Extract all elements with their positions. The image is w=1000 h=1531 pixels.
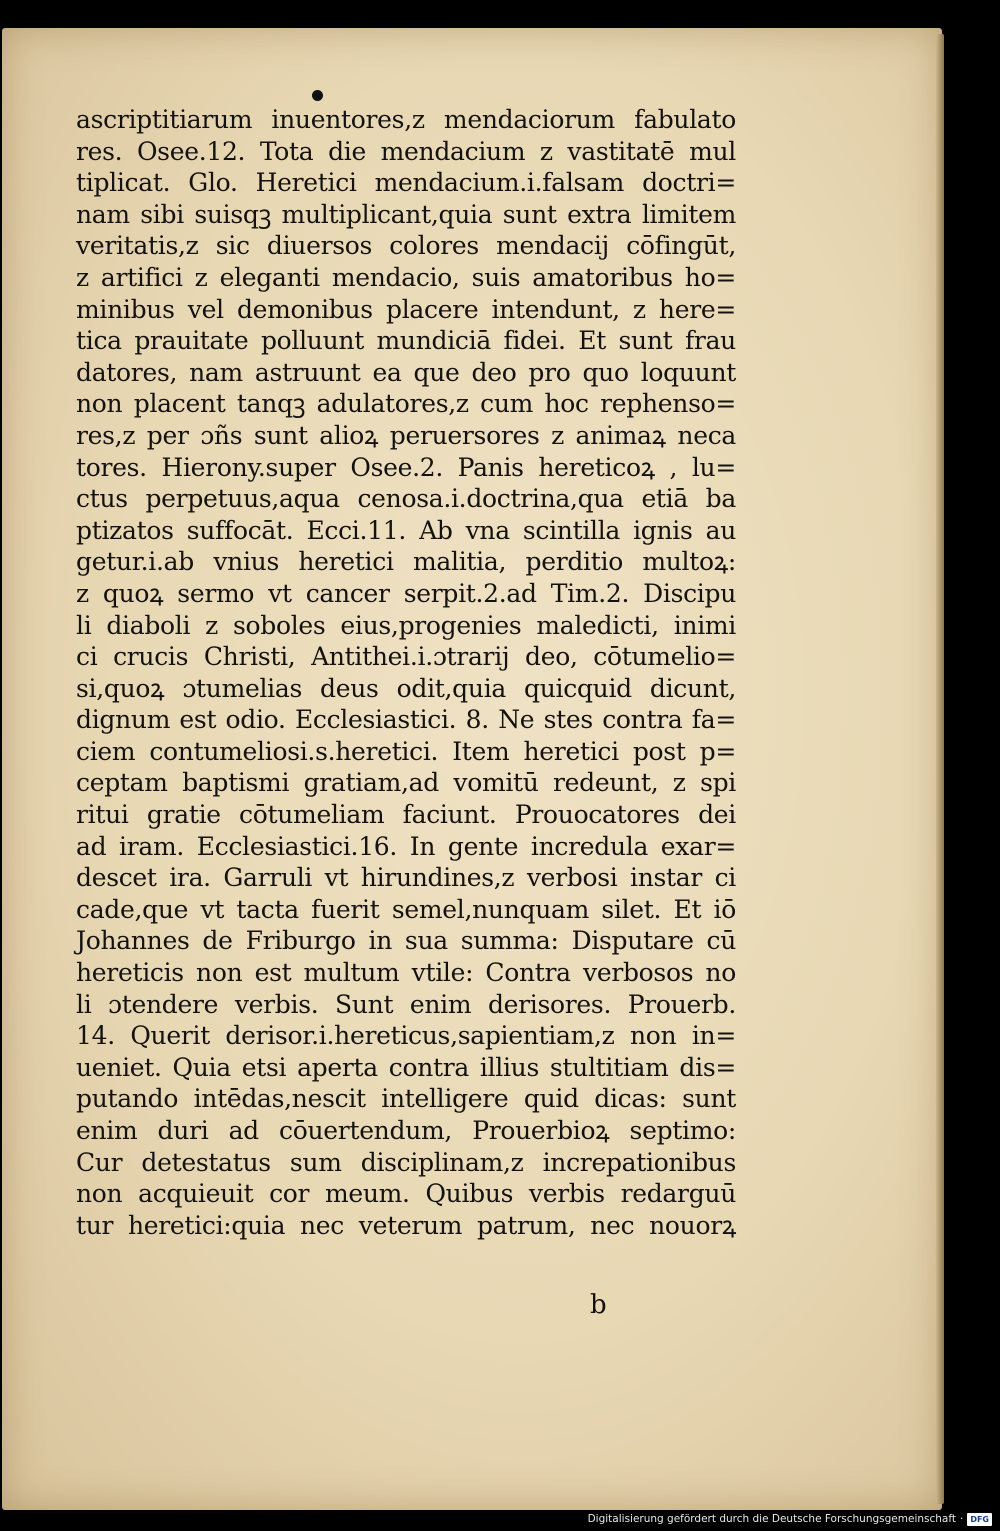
text-line: datores, nam astruunt ea que deo pro quo loquunt xyxy=(76,357,736,387)
text-line: tica prauitate polluunt mundiciā fidei. Et sunt frau xyxy=(76,326,736,356)
page-edge xyxy=(936,34,944,1504)
footer-credit xyxy=(588,1511,992,1527)
body-text xyxy=(76,104,736,1241)
text-line: tiplicat. Glo. Heretici mendacium.i.falsam doctri= xyxy=(76,168,736,198)
text-line: veritatis,z sic diuersos colores mendacij cōfingūt, xyxy=(76,231,736,261)
text-line: ueniet. Quia etsi aperta contra illius stultitiam dis= xyxy=(76,1052,736,1082)
text-line: z quoꝝ sermo vt cancer serpit.2.ad Tim.2. Discipu xyxy=(76,578,736,608)
text-line: non acquieuit cor meum. Quibus verbis redarguū xyxy=(76,1179,736,1209)
text-line: non placent tanqꝫ adulatores,z cum hoc rephenso= xyxy=(76,389,736,419)
text-line: hereticis non est multum vtile: Contra verbosos no xyxy=(76,958,736,988)
text-line: ciem contumeliosi.s.heretici. Item heretici post p= xyxy=(76,736,736,766)
text-line: ci crucis Christi, Antithei.i.ɔtrarij deo, cōtumelio= xyxy=(76,642,736,672)
text-line: z artifici z eleganti mendacio, suis amatoribus ho= xyxy=(76,262,736,292)
text-line: getur.i.ab vnius heretici malitia, perditio multoꝝ: xyxy=(76,547,736,577)
text-line: descet ira. Garruli vt hirundines,z verbosi instar ci xyxy=(76,863,736,893)
dfg-logo-icon: DFG xyxy=(967,1513,992,1526)
text-line: ascriptitiarum inuentores,z mendaciorum fabulato xyxy=(76,105,736,134)
text-line: ad iram. Ecclesiastici.16. In gente incredula exar= xyxy=(76,831,736,861)
ink-dot xyxy=(312,90,323,101)
text-line: ritui gratie cōtumeliam faciunt. Prouocatores dei xyxy=(76,800,736,830)
text-line: tur heretici:quia nec veterum patrum, nec nouorꝝ xyxy=(76,1210,736,1240)
text-line: res. Osee.12. Tota die mendacium z vastitatē mul xyxy=(76,136,736,166)
footer-separator: · xyxy=(959,1513,964,1525)
text-line: 14. Querit derisor.i.hereticus,sapientiam,z non in= xyxy=(76,1021,736,1051)
text-line: Cur detestatus sum disciplinam,z increpationibus xyxy=(76,1147,736,1177)
signature-mark: b xyxy=(590,1290,607,1320)
text-line: Johannes de Friburgo in sua summa: Disputare cū xyxy=(76,926,736,956)
text-line: minibus vel demonibus placere intendunt, z here= xyxy=(76,294,736,324)
text-line: tores. Hierony.super Osee.2. Panis hereticoꝝ , lu= xyxy=(76,452,736,482)
text-line: si,quoꝝ ɔtumelias deus odit,quia quicquid dicunt, xyxy=(76,673,736,703)
text-line: dignum est odio. Ecclesiastici. 8. Ne stes contra fa= xyxy=(76,705,736,735)
text-line: li diaboli z soboles eius,progenies maledicti, inimi xyxy=(76,610,736,640)
text-line: cade,que vt tacta fuerit semel,nunquam silet. Et iō xyxy=(76,894,736,924)
text-line: ctus perpetuus,aqua cenosa.i.doctrina,qua etiā ba xyxy=(76,484,736,514)
text-line: putando intēdas,nescit intelligere quid dicas: sunt xyxy=(76,1084,736,1114)
text-line: ceptam baptismi gratiam,ad vomitū redeunt, z spi xyxy=(76,768,736,798)
text-line: nam sibi suisqꝫ multiplicant,quia sunt extra limitem xyxy=(76,199,736,229)
footer-credit-text: Digitalisierung gefördert durch die Deutsche Forschungsgemeinschaft xyxy=(587,1513,956,1525)
text-line: res,z per ɔñs sunt alioꝝ peruersores z animaꝝ neca xyxy=(76,420,736,450)
text-line: li ɔtendere verbis. Sunt enim derisores. Prouerb. xyxy=(76,989,736,1019)
text-line: enim duri ad cōuertendum, Prouerbioꝝ septimo: xyxy=(76,1116,736,1145)
text-line: ptizatos suffocāt. Ecci.11. Ab vna scintilla ignis au xyxy=(76,515,736,545)
